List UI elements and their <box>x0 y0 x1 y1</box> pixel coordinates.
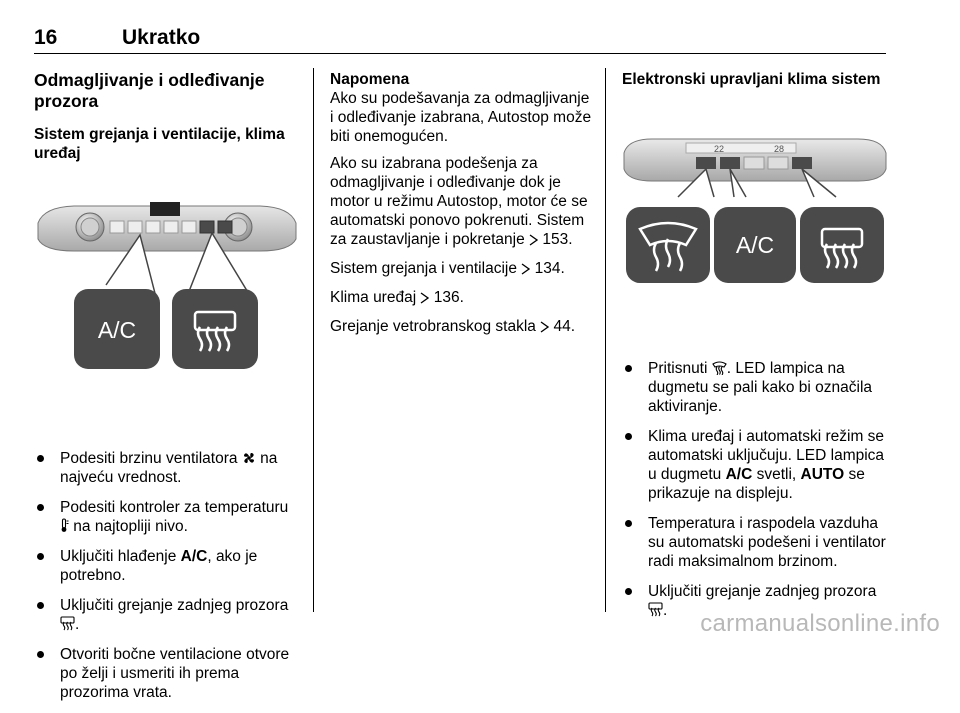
electronic-climate-figure <box>622 133 888 303</box>
rear-defrost-panel-button <box>218 221 232 233</box>
ac-button-enlarged <box>74 289 160 369</box>
thermometer-icon <box>60 518 69 533</box>
note-paragraph-2: Ako su izabrana podešenja za odmagljivanje i odleđivanje dok je motor u režimu Autostop, motor će se automatski ponovo pokrenuti. Sistem za zaustavljanje i pokretanje 153. <box>330 154 596 251</box>
page-reference[interactable]: 136. <box>433 289 464 306</box>
note-paragraph-1: Ako su podešavanja za odmagljivanje i odleđivanje izabrana, Autostop može biti onemogućen. <box>330 90 592 145</box>
page-ref-icon <box>420 290 429 309</box>
svg-text:28: 28 <box>774 144 785 154</box>
svg-text:A/C: A/C <box>735 232 775 258</box>
rear-defrost-button-enlarged <box>172 289 258 369</box>
page-reference[interactable]: 134. <box>534 260 565 277</box>
windshield-panel-button <box>696 157 716 169</box>
column-1 <box>34 70 300 713</box>
svg-text:A/C: A/C <box>97 317 137 343</box>
list-item: Podesiti brzinu ventilatora na najveću vrednost. <box>34 449 300 487</box>
fan-icon <box>242 451 256 465</box>
ac-panel-button <box>200 221 214 233</box>
section-heading: Elektronski upravljani klima sistem <box>622 71 881 88</box>
list-item: Uključiti grejanje zadnjeg prozora . <box>622 582 892 620</box>
list-item: Klima uređaj i automatski režim se automatski uključuju. LED lampica u dugmetu A/C svetli, AUTO se prikazuje na displeju. <box>622 427 892 503</box>
rear-defrost-button-enlarged <box>800 207 884 283</box>
header-rule <box>34 53 886 54</box>
page-ref-icon <box>540 319 549 338</box>
ac-panel-button <box>720 157 740 169</box>
cross-reference: Sistem grejanja i ventilacije 134. <box>330 259 596 280</box>
rear-defrost-panel-button <box>792 157 812 169</box>
control-panel <box>38 202 296 251</box>
column-2 <box>330 70 596 346</box>
section-heading: Odmagljivanje i odleđivanje prozora <box>34 70 265 111</box>
list-item: Otvoriti bočne ventilacione otvore po želji i usmeriti ih prema prozorima vrata. <box>34 645 300 702</box>
rear-defrost-icon <box>648 602 663 617</box>
page-reference[interactable]: 44. <box>553 318 576 335</box>
windshield-defrost-icon <box>712 360 727 375</box>
page-section-title: Ukratko <box>122 26 201 49</box>
list-item: Pritisnuti . LED lampica na dugmetu se pali kako bi označila aktiviranje. <box>622 359 892 416</box>
column-divider-2 <box>605 68 606 612</box>
rear-defrost-icon <box>60 616 75 631</box>
list-item: Uključiti grejanje zadnjeg prozora . <box>34 596 300 634</box>
note-title: Napomena <box>330 71 410 88</box>
ac-button-enlarged <box>714 207 796 283</box>
page-reference[interactable]: 153. <box>542 231 573 248</box>
control-panel <box>624 139 886 181</box>
list-item: Uključiti hlađenje A/C, ako je potrebno. <box>34 547 300 585</box>
instruction-list <box>34 449 300 702</box>
list-item: Temperatura i raspodela vazduha su automatski podešeni i ventilator radi maksimalnom brzinom. <box>622 514 892 571</box>
panel-display <box>150 202 180 216</box>
cross-reference: Klima uređaj 136. <box>330 288 596 309</box>
windshield-defrost-button-enlarged <box>626 207 710 283</box>
cross-reference: Grejanje vetrobranskog stakla 44. <box>330 317 596 338</box>
instruction-list <box>622 359 892 620</box>
hvac-panel-figure <box>34 197 300 419</box>
list-item: Podesiti kontroler za temperaturu na najtopliji nivo. <box>34 498 300 536</box>
page-ref-icon <box>529 232 538 251</box>
section-subheading: Sistem grejanja i ventilacije, klima uređaj <box>34 126 285 162</box>
column-divider-1 <box>313 68 314 612</box>
page-ref-icon <box>521 261 530 280</box>
page-number: 16 <box>34 26 58 49</box>
column-3 <box>622 70 892 631</box>
watermark: carmanualsonline.info <box>700 610 940 637</box>
svg-text:22: 22 <box>714 144 725 154</box>
